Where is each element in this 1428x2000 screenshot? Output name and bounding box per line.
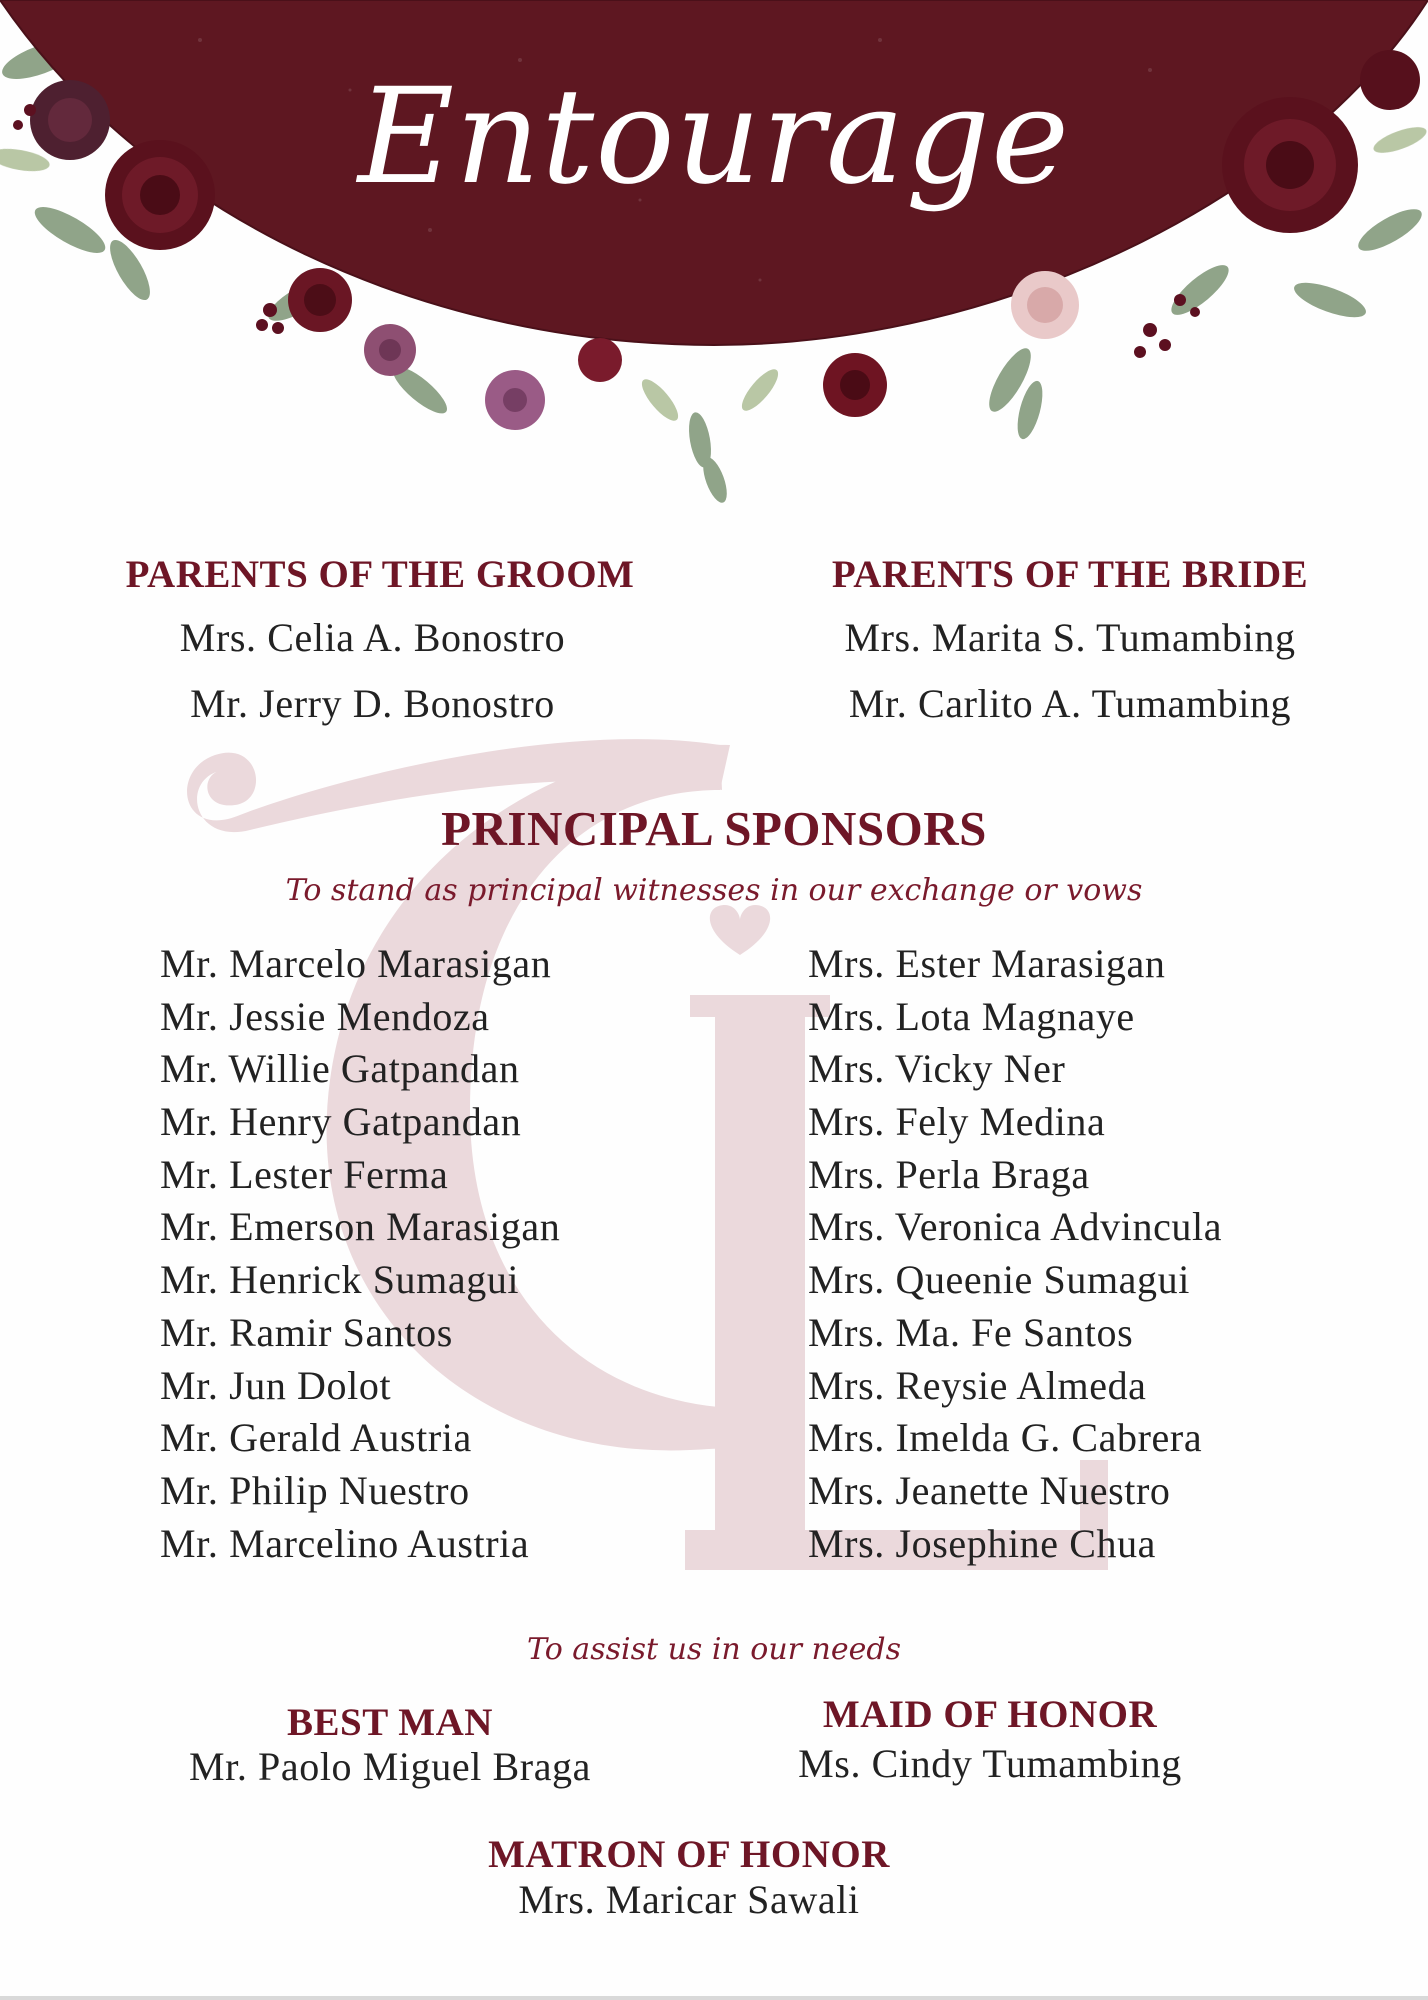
sponsor-man: Mr. Henrick Sumagui — [160, 1257, 520, 1303]
sponsor-woman: Mrs. Lota Magnaye — [808, 993, 1135, 1039]
sponsor-man: Mr. Emerson Marasigan — [160, 1204, 561, 1250]
principal-sponsors-heading: PRINCIPAL SPONSORS — [441, 801, 987, 856]
sponsor-woman: Mrs. Jeanette Nuestro — [808, 1467, 1171, 1513]
sponsor-woman: Mrs. Ester Marasigan — [808, 941, 1166, 986]
maid-of-honor-heading: MAID OF HONOR — [822, 1693, 1158, 1736]
sponsor-man: Mr. Jun Dolot — [160, 1362, 392, 1408]
principal-sponsors-subtitle: To stand as principal witnesses in our exchange or vows — [285, 873, 1143, 908]
sponsor-woman: Mrs. Perla Braga — [808, 1151, 1090, 1197]
sponsor-woman: Mrs. Vicky Ner — [808, 1046, 1066, 1092]
parents-bride-heading: PARENTS OF THE BRIDE — [831, 553, 1309, 596]
sponsor-woman: Mrs. Queenie Sumagui — [808, 1257, 1190, 1303]
sponsor-man: Mr. Gerald Austria — [160, 1415, 472, 1461]
sponsor-man: Mr. Willie Gatpandan — [160, 1046, 520, 1092]
best-man-heading: BEST MAN — [287, 1701, 493, 1744]
page-title: Entourage — [357, 60, 1071, 214]
bottom-divider — [0, 1996, 1428, 2000]
sponsor-man: Mr. Marcelo Marasigan — [160, 941, 552, 986]
sponsors-men-list — [160, 938, 560, 1570]
sponsor-woman: Mrs. Imelda G. Cabrera — [808, 1415, 1203, 1461]
maid-of-honor-name: Ms. Cindy Tumambing — [798, 1741, 1182, 1786]
assist-subtitle: To assist us in our needs — [527, 1632, 901, 1667]
matron-of-honor-name: Mrs. Maricar Sawali — [518, 1877, 860, 1922]
sponsors-women-list — [808, 938, 1222, 1570]
matron-of-honor-heading: MATRON OF HONOR — [488, 1833, 890, 1876]
sponsor-woman: Mrs. Veronica Advincula — [808, 1204, 1223, 1250]
sponsor-man: Mr. Philip Nuestro — [160, 1467, 470, 1513]
sponsor-man: Mr. Henry Gatpandan — [160, 1099, 522, 1145]
best-man-name: Mr. Paolo Miguel Braga — [188, 1744, 592, 1789]
sponsor-woman: Mrs. Reysie Almeda — [808, 1362, 1147, 1408]
parents-groom-name: Mrs. Celia A. Bonostro — [179, 615, 566, 660]
parents-groom-name: Mr. Jerry D. Bonostro — [190, 681, 555, 726]
parents-groom-heading: PARENTS OF THE GROOM — [125, 553, 635, 596]
sponsor-man: Mr. Jessie Mendoza — [160, 993, 490, 1039]
sponsor-woman: Mrs. Fely Medina — [808, 1099, 1106, 1145]
sponsor-man: Mr. Ramir Santos — [160, 1309, 453, 1355]
sponsor-woman: Mrs. Ma. Fe Santos — [808, 1309, 1134, 1355]
parents-bride-name: Mrs. Marita S. Tumambing — [844, 615, 1296, 660]
sponsor-woman: Mrs. Josephine Chua — [808, 1520, 1157, 1566]
parents-bride-name: Mr. Carlito A. Tumambing — [848, 681, 1292, 726]
sponsor-man: Mr. Marcelino Austria — [160, 1520, 530, 1566]
sponsor-man: Mr. Lester Ferma — [160, 1151, 449, 1197]
